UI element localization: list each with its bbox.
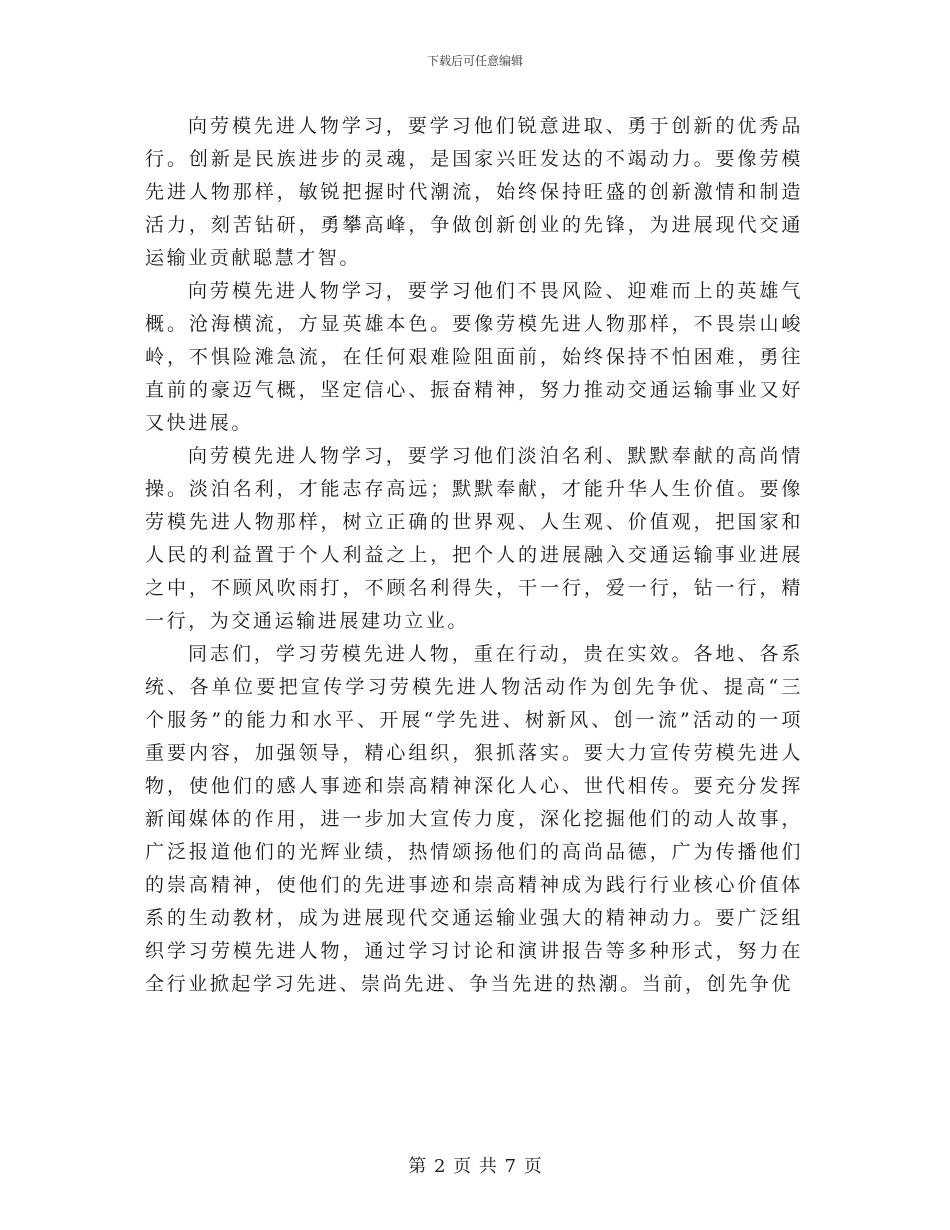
paragraph-action: 同志们，学习劳模先进人物，重在行动，贵在实效。各地、各系统、各单位要把宣传学习劳模先进人物活动作为创先争优、提高“三个服务”的能力和水平、开展“学先进、树新风、创一流”活动的一项重要内容，加强领导，精心组织，狠抓落实。要大力宣传劳模先进人物，使他们的感人事迹和崇高精神深化人心、世代相传。要充分发挥新闻媒体的作用，进一步加大宣传力度，深化挖掘他们的动人故事，广泛报道他们的光辉业绩，热情颂扬他们的高尚品德，广为传播他们的崇高精神，使他们的先进事迹和崇高精神成为践行行业核心价值体系的生动教材，成为进展现代交通运输业强大的精神动力。要广泛组织学习劳模先进人物，通过学习讨论和演讲报告等多种形式，努力在全行业掀起学习先进、崇尚先进、争当先进的热潮。当前，创先争优 <box>145 643 803 995</box>
paragraph-innovation: 向劳模先进人物学习，要学习他们锐意进取、勇于创新的优秀品行。创新是民族进步的灵魂，是国家兴旺发达的不竭动力。要像劳模先进人物那样，敏锐把握时代潮流，始终保持旺盛的创新激情和制造活力，刻苦钻研，勇攀高峰，争做创新创业的先锋，为进展现代交通运输业贡献聪慧才智。 <box>145 115 803 269</box>
page-header-note: 下载后可任意编辑 <box>426 54 523 68</box>
paragraph-dedication: 向劳模先进人物学习，要学习他们淡泊名利、默默奉献的高尚情操。淡泊名利，才能志存高远；默默奉献，才能升华人生价值。要像劳模先进人物那样，树立正确的世界观、人生观、价值观，把国家和人民的利益置于个人利益之上，把个人的进展融入交通运输事业进展之中，不顾风吹雨打，不顾名利得失，干一行，爱一行，钻一行，精一行，为交通运输进展建功立业。 <box>145 445 803 632</box>
paragraph-heroism: 向劳模先进人物学习，要学习他们不畏风险、迎难而上的英雄气概。沧海横流，方显英雄本色。要像劳模先进人物那样，不畏崇山峻岭，不惧险滩急流，在任何艰难险阻面前，始终保持不怕困难，勇往直前的豪迈气概，坚定信心、振奋精神，努力推动交通运输事业又好又快进展。 <box>145 280 803 434</box>
document-body <box>145 110 803 1001</box>
page-number: 第 2 页 共 7 页 <box>408 1156 542 1177</box>
